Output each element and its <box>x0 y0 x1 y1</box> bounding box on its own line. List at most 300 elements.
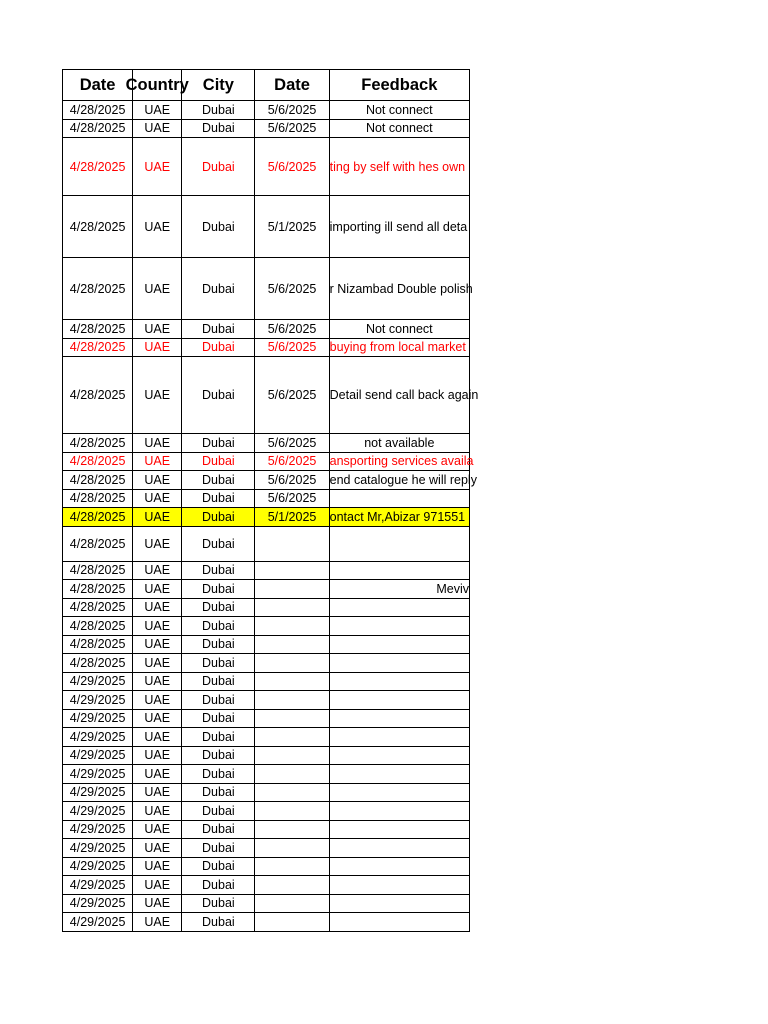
feedback-cell[interactable] <box>329 802 469 821</box>
date-cell-text: 4/29/2025 <box>69 785 126 800</box>
city-cell[interactable] <box>182 728 255 747</box>
date2-cell[interactable] <box>255 802 329 821</box>
feedback-cell[interactable] <box>329 654 469 673</box>
city-cell[interactable] <box>182 598 255 617</box>
feedback-cell[interactable] <box>329 876 469 895</box>
country-cell[interactable] <box>133 338 182 357</box>
country-cell[interactable] <box>133 691 182 710</box>
feedback-cell[interactable] <box>329 746 469 765</box>
header-feedback[interactable]: Feedback <box>329 70 469 101</box>
city-cell[interactable] <box>182 746 255 765</box>
header-city[interactable]: City <box>182 70 255 101</box>
country-cell-text: UAE <box>144 281 171 296</box>
date-cell-text: 4/28/2025 <box>69 472 126 487</box>
city-cell[interactable] <box>182 580 255 599</box>
feedback-cell[interactable] <box>329 101 469 120</box>
date2-cell-text: 5/6/2025 <box>267 159 317 174</box>
city-cell[interactable] <box>182 452 255 471</box>
feedback-cell[interactable] <box>329 913 469 932</box>
feedback-cell[interactable] <box>329 434 469 453</box>
city-cell[interactable] <box>182 913 255 932</box>
country-cell[interactable] <box>133 119 182 138</box>
feedback-cell[interactable] <box>329 452 474 471</box>
header-country[interactable] <box>125 70 189 101</box>
city-cell-text: Dubai <box>202 785 235 800</box>
spreadsheet <box>62 69 479 932</box>
date-cell-text: 4/28/2025 <box>69 637 126 652</box>
feedback-cell[interactable] <box>329 580 469 599</box>
country-cell-text: UAE <box>144 600 171 615</box>
city-cell-text: Dubai <box>202 435 235 450</box>
city-cell[interactable] <box>182 783 255 802</box>
date-cell[interactable] <box>63 320 133 339</box>
table-row <box>63 709 470 728</box>
date-cell[interactable] <box>63 101 133 120</box>
feedback-cell-text: Not connect <box>365 121 433 136</box>
country-cell[interactable] <box>133 561 182 580</box>
date2-cell-text: 5/6/2025 <box>267 454 317 469</box>
city-cell[interactable] <box>182 508 255 527</box>
country-cell[interactable] <box>133 617 182 636</box>
country-cell[interactable] <box>133 857 182 876</box>
date-cell[interactable] <box>63 138 133 196</box>
date2-cell[interactable] <box>255 876 329 895</box>
country-cell[interactable] <box>133 471 182 490</box>
country-cell[interactable] <box>133 876 182 895</box>
date-cell-text: 4/29/2025 <box>69 914 126 929</box>
feedback-cell-text: ontact Mr,Abizar 971551 <box>329 509 466 524</box>
city-cell-text: Dubai <box>202 472 235 487</box>
date2-cell[interactable] <box>255 471 329 490</box>
city-cell[interactable] <box>182 802 255 821</box>
feedback-cell[interactable] <box>329 196 469 258</box>
city-cell-text: Dubai <box>202 840 235 855</box>
city-cell[interactable] <box>182 196 255 258</box>
feedback-cell[interactable] <box>329 119 469 138</box>
date2-cell-text: 5/6/2025 <box>267 435 317 450</box>
date2-cell[interactable] <box>255 434 329 453</box>
date-cell[interactable] <box>63 489 133 508</box>
date2-cell-text: 5/6/2025 <box>267 491 317 506</box>
country-cell-text: UAE <box>144 692 171 707</box>
date-cell-text: 4/29/2025 <box>69 859 126 874</box>
city-cell[interactable] <box>182 489 255 508</box>
table-row <box>63 598 470 617</box>
date-cell[interactable] <box>63 617 133 636</box>
date-cell-text: 4/29/2025 <box>69 877 126 892</box>
feedback-cell[interactable] <box>329 894 469 913</box>
table-row <box>63 138 470 196</box>
date2-cell-text: 5/6/2025 <box>267 340 317 355</box>
feedback-cell-text: Not connect <box>365 102 433 117</box>
date2-cell[interactable] <box>255 839 329 858</box>
country-cell[interactable] <box>133 765 182 784</box>
table-row <box>63 101 470 120</box>
feedback-cell[interactable] <box>329 783 469 802</box>
date-cell[interactable] <box>63 434 133 453</box>
city-cell[interactable] <box>182 876 255 895</box>
date2-cell[interactable] <box>255 561 329 580</box>
date-cell-text: 4/28/2025 <box>69 536 126 551</box>
city-cell-text: Dubai <box>202 121 235 136</box>
country-cell-text: UAE <box>144 472 171 487</box>
table-row <box>63 526 470 561</box>
city-cell[interactable] <box>182 434 255 453</box>
date-cell-text: 4/28/2025 <box>69 509 126 524</box>
city-cell[interactable] <box>182 561 255 580</box>
date2-cell-text: 5/1/2025 <box>267 509 317 524</box>
city-cell[interactable] <box>182 820 255 839</box>
date2-cell-text: 5/6/2025 <box>267 121 317 136</box>
date2-cell[interactable] <box>255 320 329 339</box>
feedback-cell[interactable] <box>329 320 469 339</box>
feedback-cell[interactable] <box>329 489 469 508</box>
date2-cell[interactable] <box>255 258 329 320</box>
table-row <box>63 820 470 839</box>
country-cell-text: UAE <box>144 536 171 551</box>
city-cell-text: Dubai <box>202 388 235 402</box>
country-cell[interactable] <box>133 839 182 858</box>
city-cell-text: Dubai <box>202 822 235 837</box>
date-cell[interactable] <box>63 338 133 357</box>
city-cell[interactable] <box>182 258 255 320</box>
country-cell[interactable] <box>133 820 182 839</box>
date-cell[interactable] <box>63 876 133 895</box>
country-cell[interactable] <box>133 580 182 599</box>
country-cell-text: UAE <box>144 896 171 911</box>
country-cell-text: UAE <box>144 674 171 689</box>
date-cell[interactable] <box>63 635 133 654</box>
city-cell-text: Dubai <box>202 536 235 551</box>
city-cell[interactable] <box>182 138 255 196</box>
table-row <box>63 802 470 821</box>
country-cell-text: UAE <box>144 491 171 506</box>
country-cell-text: UAE <box>144 859 171 874</box>
date-cell[interactable] <box>63 709 133 728</box>
city-cell-text: Dubai <box>202 454 235 469</box>
feedback-cell-text: not available <box>364 435 435 450</box>
table-row <box>63 357 470 434</box>
date2-cell[interactable] <box>255 196 329 258</box>
city-cell[interactable] <box>182 765 255 784</box>
feedback-cell[interactable] <box>329 138 469 196</box>
city-cell[interactable] <box>182 672 255 691</box>
country-cell[interactable] <box>133 894 182 913</box>
country-cell[interactable] <box>133 802 182 821</box>
date2-cell[interactable] <box>255 820 329 839</box>
feedback-cell[interactable] <box>329 508 469 527</box>
country-cell-text: UAE <box>144 655 171 670</box>
country-cell[interactable] <box>133 434 182 453</box>
feedback-cell-text: buying from local market <box>329 340 466 355</box>
feedback-cell[interactable] <box>329 617 469 636</box>
country-cell[interactable] <box>133 654 182 673</box>
country-cell-text: UAE <box>144 581 171 596</box>
date2-cell[interactable] <box>255 672 329 691</box>
city-cell[interactable] <box>182 709 255 728</box>
country-cell-text: UAE <box>144 121 171 136</box>
table-body <box>63 101 479 932</box>
feedback-cell[interactable] <box>329 598 469 617</box>
city-cell[interactable] <box>182 894 255 913</box>
feedback-cell-text: ting by self with hes own <box>329 159 466 174</box>
table-row <box>63 894 470 913</box>
feedback-cell[interactable] <box>329 765 469 784</box>
country-cell[interactable] <box>133 508 182 527</box>
date-cell[interactable] <box>63 452 133 471</box>
city-cell[interactable] <box>182 357 255 434</box>
date-cell-text: 4/28/2025 <box>69 102 126 117</box>
date-cell[interactable] <box>63 598 133 617</box>
date2-cell[interactable] <box>255 709 329 728</box>
feedback-cell[interactable] <box>329 691 469 710</box>
table-row <box>63 654 470 673</box>
country-cell[interactable] <box>133 452 182 471</box>
city-cell-text: Dubai <box>202 219 235 234</box>
date-cell[interactable] <box>63 857 133 876</box>
city-cell[interactable] <box>182 654 255 673</box>
date2-cell[interactable] <box>255 452 329 471</box>
header-row <box>63 70 470 101</box>
country-cell[interactable] <box>133 196 182 258</box>
date2-cell[interactable] <box>255 357 329 434</box>
country-cell-text: UAE <box>144 729 171 744</box>
city-cell-text: Dubai <box>202 600 235 615</box>
date2-cell[interactable] <box>255 138 329 196</box>
date-cell[interactable] <box>63 357 133 434</box>
date-cell-text: 4/29/2025 <box>69 729 126 744</box>
table-row <box>63 617 470 636</box>
country-cell[interactable] <box>133 258 182 320</box>
table-row <box>63 765 470 784</box>
city-cell[interactable] <box>182 691 255 710</box>
feedback-cell[interactable] <box>329 728 469 747</box>
date-cell[interactable] <box>63 746 133 765</box>
feedback-cell[interactable] <box>329 635 469 654</box>
header-date-2[interactable]: Date <box>255 70 329 101</box>
country-cell[interactable] <box>133 489 182 508</box>
city-cell-text: Dubai <box>202 509 235 524</box>
date-cell[interactable] <box>63 258 133 320</box>
date-cell-text: 4/28/2025 <box>69 491 126 506</box>
date2-cell-text: 5/6/2025 <box>267 388 317 402</box>
date2-cell[interactable] <box>255 119 329 138</box>
city-cell-text: Dubai <box>202 748 235 763</box>
city-cell[interactable] <box>182 526 255 561</box>
date-cell[interactable] <box>63 580 133 599</box>
table-row <box>63 471 470 490</box>
date2-cell[interactable] <box>255 338 329 357</box>
date2-cell[interactable] <box>255 913 329 932</box>
feedback-cell[interactable] <box>329 258 473 320</box>
feedback-cell-text: ansporting services availa <box>329 454 474 469</box>
city-cell[interactable] <box>182 839 255 858</box>
table-row <box>63 728 470 747</box>
date2-cell[interactable] <box>255 508 329 527</box>
country-cell[interactable] <box>133 672 182 691</box>
feedback-table <box>62 69 479 932</box>
date2-cell[interactable] <box>255 617 329 636</box>
country-cell[interactable] <box>133 746 182 765</box>
date-cell-text: 4/28/2025 <box>69 563 126 578</box>
table-row <box>63 320 470 339</box>
date-cell-text: 4/29/2025 <box>69 803 126 818</box>
table-row <box>63 580 470 599</box>
city-cell-text: Dubai <box>202 896 235 911</box>
date-cell[interactable] <box>63 471 133 490</box>
country-cell-text: UAE <box>144 914 171 929</box>
city-cell[interactable] <box>182 320 255 339</box>
country-cell[interactable] <box>133 728 182 747</box>
date-cell-text: 4/28/2025 <box>69 655 126 670</box>
city-cell[interactable] <box>182 471 255 490</box>
feedback-cell[interactable] <box>329 709 469 728</box>
feedback-cell[interactable] <box>329 561 469 580</box>
table-row <box>63 561 470 580</box>
date2-cell[interactable] <box>255 580 329 599</box>
date-cell[interactable] <box>63 783 133 802</box>
city-cell[interactable] <box>182 119 255 138</box>
country-cell-text: UAE <box>144 711 171 726</box>
table-row <box>63 839 470 858</box>
feedback-cell[interactable] <box>329 338 469 357</box>
table-row <box>63 691 470 710</box>
country-cell[interactable] <box>133 783 182 802</box>
date2-cell[interactable] <box>255 691 329 710</box>
date-cell[interactable] <box>63 526 133 561</box>
country-cell-text: UAE <box>144 766 171 781</box>
date-cell[interactable] <box>63 672 133 691</box>
date-cell[interactable] <box>63 196 133 258</box>
date2-cell[interactable] <box>255 765 329 784</box>
feedback-cell[interactable] <box>329 357 479 434</box>
city-cell[interactable] <box>182 617 255 636</box>
date2-cell[interactable] <box>255 635 329 654</box>
date2-cell[interactable] <box>255 728 329 747</box>
table-row <box>63 508 470 527</box>
date-cell[interactable] <box>63 728 133 747</box>
date2-cell[interactable] <box>255 894 329 913</box>
date2-cell[interactable] <box>255 783 329 802</box>
city-cell-text: Dubai <box>202 711 235 726</box>
feedback-cell[interactable] <box>329 526 469 561</box>
city-cell-text: Dubai <box>202 637 235 652</box>
country-cell-text: UAE <box>144 618 171 633</box>
city-cell[interactable] <box>182 635 255 654</box>
country-cell[interactable] <box>133 320 182 339</box>
date-cell-text: 4/29/2025 <box>69 711 126 726</box>
date2-cell[interactable] <box>255 857 329 876</box>
date2-cell[interactable] <box>255 654 329 673</box>
country-cell-text: UAE <box>144 637 171 652</box>
country-cell-text: UAE <box>144 840 171 855</box>
country-cell[interactable] <box>133 598 182 617</box>
feedback-cell[interactable] <box>329 820 469 839</box>
country-cell[interactable] <box>133 709 182 728</box>
header-date[interactable]: Date <box>63 70 133 101</box>
date2-cell[interactable] <box>255 526 329 561</box>
date-cell[interactable] <box>63 508 133 527</box>
country-cell-text: UAE <box>144 785 171 800</box>
table-row <box>63 196 470 258</box>
date-cell-text: 4/28/2025 <box>69 435 126 450</box>
date2-cell[interactable] <box>255 598 329 617</box>
city-cell-text: Dubai <box>202 914 235 929</box>
date-cell[interactable] <box>63 765 133 784</box>
city-cell[interactable] <box>182 101 255 120</box>
country-cell[interactable] <box>133 635 182 654</box>
date-cell[interactable] <box>63 802 133 821</box>
table-row <box>63 783 470 802</box>
country-cell-text: UAE <box>144 877 171 892</box>
date-cell[interactable] <box>63 654 133 673</box>
date-cell-text: 4/28/2025 <box>69 321 126 336</box>
date-cell-text: 4/28/2025 <box>69 600 126 615</box>
city-cell-text: Dubai <box>202 618 235 633</box>
date2-cell[interactable] <box>255 489 329 508</box>
city-cell[interactable] <box>182 338 255 357</box>
feedback-cell-text: r Nizambad Double polish <box>329 281 473 296</box>
city-cell-text: Dubai <box>202 340 235 355</box>
date-cell[interactable] <box>63 820 133 839</box>
date-cell[interactable] <box>63 119 133 138</box>
date-cell-text: 4/28/2025 <box>69 581 126 596</box>
country-cell-text: UAE <box>144 340 171 355</box>
city-cell[interactable] <box>182 857 255 876</box>
country-cell-text: UAE <box>144 388 171 402</box>
country-cell[interactable] <box>133 357 182 434</box>
country-cell[interactable] <box>133 526 182 561</box>
feedback-cell[interactable] <box>329 839 469 858</box>
date-cell-text: 4/29/2025 <box>69 674 126 689</box>
table-row <box>63 857 470 876</box>
date-cell-text: 4/28/2025 <box>69 121 126 136</box>
date-cell-text: 4/28/2025 <box>69 618 126 633</box>
city-cell-text: Dubai <box>202 563 235 578</box>
country-cell[interactable] <box>133 138 182 196</box>
date-cell-text: 4/29/2025 <box>69 766 126 781</box>
city-cell-text: Dubai <box>202 877 235 892</box>
date-cell-text: 4/28/2025 <box>69 219 126 234</box>
table-row <box>63 119 470 138</box>
feedback-cell[interactable] <box>329 672 469 691</box>
country-cell-text: UAE <box>144 748 171 763</box>
date-cell-text: 4/28/2025 <box>69 454 126 469</box>
table-row <box>63 452 470 471</box>
feedback-cell-text: Meviv <box>436 581 469 596</box>
country-cell[interactable] <box>133 101 182 120</box>
table-row <box>63 635 470 654</box>
date-cell-text: 4/29/2025 <box>69 748 126 763</box>
table-row <box>63 258 470 320</box>
date-cell-text: 4/28/2025 <box>69 159 126 174</box>
date-cell[interactable] <box>63 913 133 932</box>
date-cell[interactable] <box>63 561 133 580</box>
feedback-cell[interactable] <box>329 471 477 490</box>
feedback-cell[interactable] <box>329 857 469 876</box>
date-cell[interactable] <box>63 894 133 913</box>
date-cell[interactable] <box>63 839 133 858</box>
date2-cell[interactable] <box>255 746 329 765</box>
feedback-cell-text: Not connect <box>365 321 433 336</box>
city-cell-text: Dubai <box>202 674 235 689</box>
country-cell[interactable] <box>133 913 182 932</box>
date2-cell[interactable] <box>255 101 329 120</box>
city-cell-text: Dubai <box>202 766 235 781</box>
date-cell[interactable] <box>63 691 133 710</box>
feedback-cell-text: Detail send call back again <box>329 388 479 402</box>
date-cell-text: 4/28/2025 <box>69 281 126 296</box>
